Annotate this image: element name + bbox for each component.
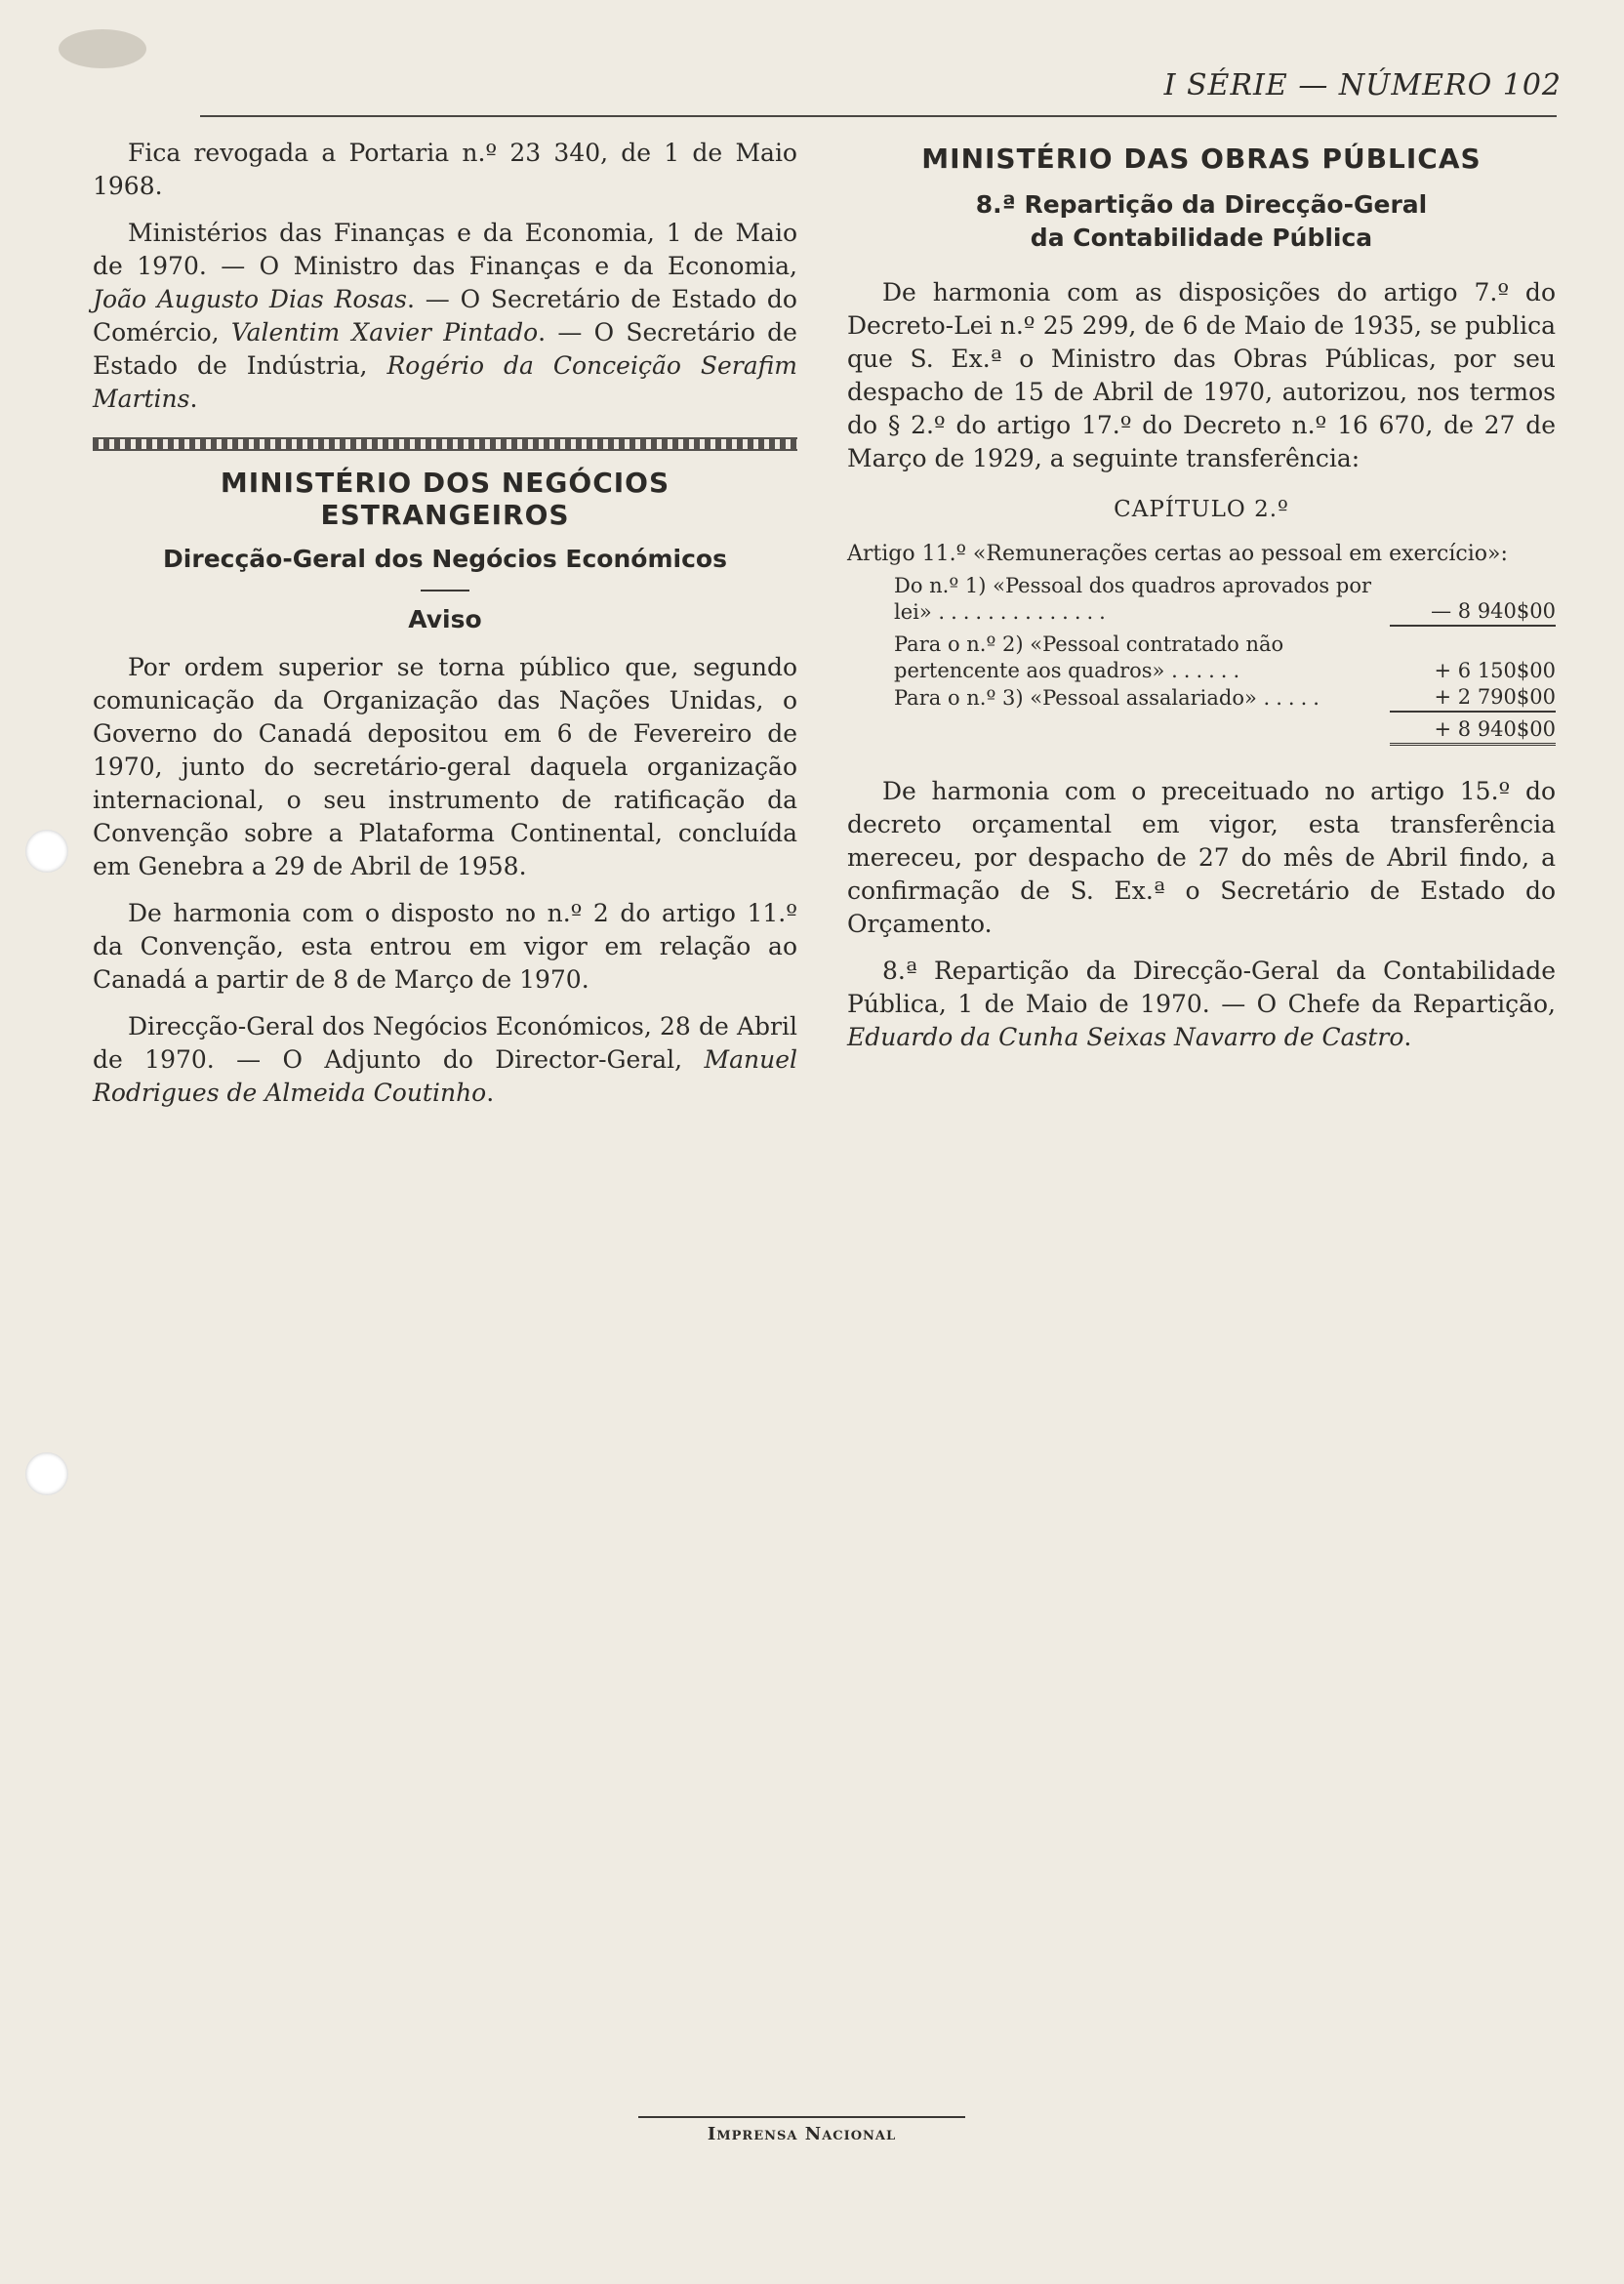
header-rule xyxy=(200,115,1557,117)
signatory-rogerio-martins: Rogério da Conceição Serafim Martins xyxy=(93,351,797,413)
short-divider xyxy=(421,590,469,591)
aviso-paragraph-2: De harmonia com o disposto no n.º 2 do artigo 11.º da Convenção, esta entrou em vigor em relação ao Canadá a partir de 8 de Março de 1970. xyxy=(93,899,797,994)
ministry-heading-public-works: MINISTÉRIO DAS OBRAS PÚBLICAS xyxy=(921,143,1482,175)
signatory-manuel-coutinho: Manuel Rodrigues de Almeida Coutinho xyxy=(93,1045,797,1107)
corner-stain xyxy=(59,29,146,68)
table-row xyxy=(847,626,1556,684)
row-amount: + 2 790$00 xyxy=(1390,684,1556,712)
leader-dots: ..... xyxy=(1263,686,1325,710)
row-description-text: Do n.º 1) «Pessoal dos quadros aprovados por lei» xyxy=(894,574,1371,624)
signatory-joao-rosas: João Augusto Dias Rosas xyxy=(93,285,407,313)
leader-dots: .............. xyxy=(938,600,1112,624)
section-heading-line-1: 8.ª Repartição da Direcção-Geral xyxy=(975,190,1428,219)
directorate-heading: Direcção-Geral dos Negócios Económicos xyxy=(163,545,727,573)
row-description xyxy=(847,573,1390,626)
finance-sign-text-b: . — O Secretário de Estado do Comércio, xyxy=(93,285,797,347)
signatory-eduardo-castro: Eduardo da Cunha Seixas Navarro de Castro xyxy=(847,1023,1404,1051)
table-total-row xyxy=(847,712,1556,745)
finance-signature-paragraph xyxy=(93,217,797,416)
rep-sign-text-a: 8.ª Repartição da Direcção-Geral da Contabilidade Pública, 1 de Maio de 1970. — O Chefe da Repartição, xyxy=(847,957,1556,1018)
aviso-paragraph-1: Por ordem superior se torna público que, segundo comunicação da Organização das Nações Unidas, o Governo do Canadá depositou em 6 de Fevereiro de 1970, junto do secretário-geral daquela organização internacional, o seu instrumento de ratificação da Convenção sobre a Plataforma Continental, concluída em Genebra a 29 de Abril de 1958. xyxy=(93,653,797,880)
left-column xyxy=(93,137,797,1123)
signatory-valentim-pintado: Valentim Xavier Pintado xyxy=(230,318,539,347)
row-description xyxy=(847,684,1390,712)
punch-hole-bottom xyxy=(25,1452,68,1495)
finance-sign-text-a: Ministérios das Finanças e da Economia, 1 de Maio de 1970. — O Ministro das Finanças e da Economia, xyxy=(93,219,797,280)
table-row xyxy=(847,573,1556,626)
section-heading xyxy=(847,188,1556,255)
aviso-title: Aviso xyxy=(408,605,482,633)
table-row xyxy=(847,684,1556,712)
aviso-signature xyxy=(93,1010,797,1110)
ornamental-divider xyxy=(93,437,797,451)
transfer-intro-paragraph: De harmonia com as disposições do artigo 7.º do Decreto-Lei n.º 25 299, de 6 de Maio de 1935, se publica que S. Ex.ª o Ministro das Obras Públicas, por seu despacho de 15 de Abril de 1970, autorizou, nos termos do § 2.º do artigo 17.º do Decreto n.º 16 670, de 27 de Março de 1929, a seguinte transferência: xyxy=(847,278,1556,472)
revocation-paragraph: Fica revogada a Portaria n.º 23 340, de 1 de Maio 1968. xyxy=(93,139,797,200)
row-description-text: Para o n.º 3) «Pessoal assalariado» xyxy=(894,686,1257,710)
section-heading-line-2: da Contabilidade Pública xyxy=(1030,224,1373,252)
row-amount: — 8 940$00 xyxy=(1390,573,1556,626)
row-description xyxy=(847,626,1390,684)
aviso-sign-text-a: Direcção-Geral dos Negócios Económicos, 28 de Abril de 1970. — O Adjunto do Director-Geral, xyxy=(93,1012,797,1074)
chapter-heading: CAPÍTULO 2.º xyxy=(1114,497,1289,522)
right-column xyxy=(847,137,1556,1068)
series-header: I SÉRIE — NÚMERO 102 xyxy=(1163,68,1562,102)
row-amount: + 6 150$00 xyxy=(1434,659,1556,682)
transfer-table xyxy=(847,573,1556,746)
rep-sign-text-b: . xyxy=(1403,1023,1412,1051)
printer-imprint: Imprensa Nacional xyxy=(707,2124,897,2144)
article-heading: Artigo 11.º «Remunerações certas ao pessoal em exercício»: xyxy=(847,542,1508,566)
row-description-text: Para o n.º 2) «Pessoal contratado não pertencente aos quadros» xyxy=(894,632,1284,682)
finance-sign-text-d: . xyxy=(189,385,198,413)
finance-sign-text-c: . — O Secretário de Estado de Indústria, xyxy=(93,318,797,380)
repartition-signature xyxy=(847,955,1556,1054)
aviso-sign-text-b: . xyxy=(486,1079,495,1107)
confirmation-paragraph: De harmonia com o preceituado no artigo 15.º do decreto orçamental em vigor, esta transferência mereceu, por despacho de 27 do mês de Abril findo, a confirmação de S. Ex.ª o Secretário de Estado do Orçamento. xyxy=(847,777,1556,938)
footer-rule xyxy=(638,2116,965,2118)
leader-dots: ...... xyxy=(1171,659,1246,682)
ministry-heading-foreign-affairs: MINISTÉRIO DOS NEGÓCIOS ESTRANGEIROS xyxy=(220,467,670,531)
punch-hole-top xyxy=(25,830,68,873)
total-amount: + 8 940$00 xyxy=(1390,712,1556,745)
